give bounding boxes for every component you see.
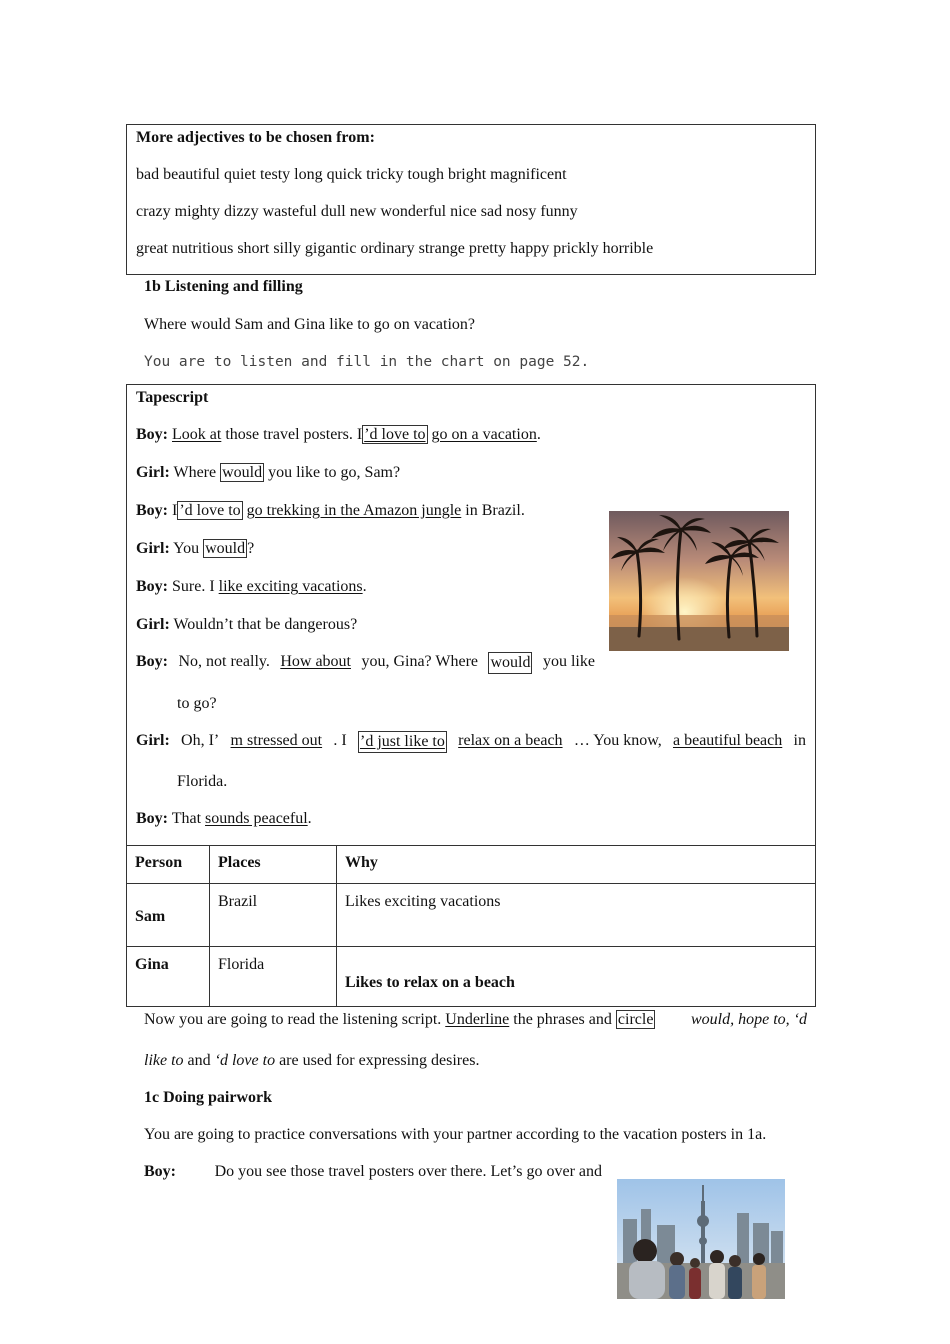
city-crowd-photo [617,1179,785,1299]
palm-beach-sunset-image [609,511,789,651]
dialogue-line-6: Girl: Wouldn’t that be dangerous? [136,616,358,633]
dialogue-line-8-cont: Florida. [177,773,228,790]
adjectives-heading: More adjectives to be chosen from: [136,129,375,146]
dialogue-line-9: Boy: That sounds peaceful. [136,810,312,827]
header-places: Places [210,846,337,884]
section-1c-heading: 1c Doing pairwork [144,1089,272,1106]
cell-place: Florida [210,947,337,1007]
vacation-chart-table [126,845,816,1007]
dialogue-line-5: Boy: Sure. I like exciting vacations. [136,578,367,595]
dialogue-line-3: Boy: I ’d love to go trekking in the Amazon jungle in Brazil. [136,502,525,519]
section-1c-intro: You are going to practice conversations with your partner according to the vacation posters in 1a. [144,1126,767,1143]
cell-person: Sam [127,884,210,947]
tapescript-heading: Tapescript [136,389,209,406]
table-row [127,884,816,947]
cell-place: Brazil [210,884,337,947]
section-1b-heading: 1b Listening and filling [144,278,303,295]
dialogue-line-2: Girl: Where would you like to go, Sam? [136,464,401,481]
section-1b-question: Where would Sam and Gina like to go on vacation? [144,316,476,333]
dialogue-line-7: Boy: No, not really. How about you, Gina? Where would you like [136,652,595,674]
dialogue-line-7-cont: to go? [177,695,217,712]
adjectives-line-3: great nutritious short silly gigantic ordinary strange pretty happy prickly horrible [136,240,654,257]
reading-instruction-line-1: Now you are going to read the listening script. Underline the phrases and circle would, hope to, ‘d [144,1011,807,1028]
table-row [127,947,816,1007]
cell-person: Gina [127,947,210,1007]
adjectives-line-1: bad beautiful quiet testy long quick tricky tough bright magnificent [136,166,567,183]
dialogue-line-8: Girl: Oh, I’ m stressed out . I ’d just like to relax on a beach … You know, a beautiful beach in [136,731,806,753]
header-person: Person [127,846,210,884]
section-1b-instruction: You are to listen and fill in the chart on page 52. [144,354,590,370]
cell-why: Likes to relax on a beach [337,947,816,1007]
adjectives-line-2: crazy mighty dizzy wasteful dull new wonderful nice sad nosy funny [136,203,578,220]
header-why: Why [337,846,816,884]
dialogue-line-4: Girl: You would ? [136,540,255,557]
section-1c-dialogue: Boy: Do you see those travel posters over there. Let’s go over and [144,1163,602,1180]
dialogue-line-1: Boy: Look at those travel posters. I ’d love to go on a vacation. [136,426,541,443]
reading-instruction-line-2: like to and ‘d love to are used for expressing desires. [144,1052,480,1069]
cell-why: Likes exciting vacations [337,884,816,947]
